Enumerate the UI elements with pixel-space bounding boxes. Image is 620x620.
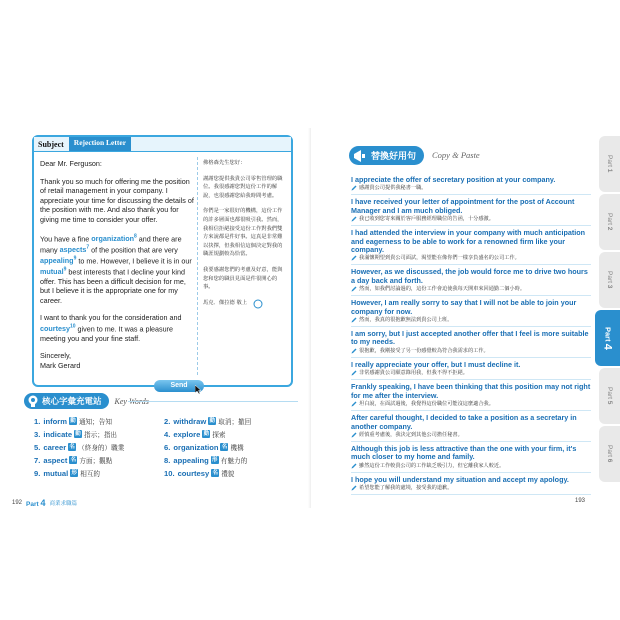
phrase-chinese: 感謝貴公司提供我秘書一職。 xyxy=(351,184,591,192)
keyword-meaning: 探索 xyxy=(212,431,226,439)
pen-icon xyxy=(351,255,357,261)
keyword-word: mutual xyxy=(43,468,69,478)
keyword-word: inform xyxy=(43,416,67,426)
pen-icon xyxy=(351,370,357,376)
letter-paragraph: I want to thank you for the consideration and courtesy$^{10}$ given to me. It was a pleasure meeting you and your fine staff. xyxy=(40,313,182,343)
letter-paragraph-zh: 你們是一家很好的機構，這份工作的許多層面也都很吸引我。然而，我相信拒絕接受這份工作對我們雙方來說都是件好事。這真是非常難以抉擇，但我相信這個決定對我的職涯規劃較為恰當。 xyxy=(203,208,283,258)
subject-value: Rejection Letter xyxy=(69,137,131,151)
part-of-speech-badge: 名 xyxy=(70,457,77,463)
pen-icon xyxy=(351,185,357,191)
right-title: 替換好用句 xyxy=(371,151,417,162)
letter-chinese xyxy=(203,159,285,316)
tab-label: Part 3 xyxy=(606,271,613,289)
tab-label: Part 2 xyxy=(606,213,613,231)
letter-english xyxy=(40,159,194,379)
letter-divider xyxy=(197,157,198,375)
part-of-speech-badge: 動 xyxy=(70,418,76,424)
phrase-english: Frankly speaking, I have been thinking that this position may not right for me after the interview. xyxy=(351,382,591,400)
phrase-chinese: 希望您能了解我的處境，接受我的道歉。 xyxy=(351,484,591,492)
keyword-number: 4. xyxy=(164,429,171,439)
phrase-english: I really appreciate your offer, but I must decline it. xyxy=(351,359,521,369)
keywords-title: 核心字彙充電站 xyxy=(42,397,102,407)
keyword-meaning: 通知；告知 xyxy=(78,418,112,426)
book-spread xyxy=(8,128,612,508)
phrase-chinese: 然而，如我們討論過的，這份工作會迫使我每天開車來回通勤二個小時。 xyxy=(351,285,591,293)
left-page xyxy=(8,128,311,508)
pen-icon xyxy=(351,216,357,222)
keyword-word: withdraw xyxy=(173,416,207,426)
keyword-word: appealing xyxy=(173,455,209,465)
letter-paragraph-zh: 我要感謝您們的考慮及好意，能與您和您的職員見面是件很開心的事。 xyxy=(203,266,283,291)
keyword-number: 2. xyxy=(164,416,171,426)
phrase-english: Although this job is less attractive than the one with your firm, it's much closer to my home and family. xyxy=(351,443,577,462)
keyword-item xyxy=(34,442,152,452)
part-of-speech-badge: 形 xyxy=(71,470,77,476)
tab-label: Part 4 xyxy=(601,326,614,350)
keyword-item xyxy=(164,442,304,452)
keyword-number: 1. xyxy=(34,416,41,426)
phrase-item xyxy=(351,267,591,296)
letter-paragraph: Mark Gerard xyxy=(40,361,81,371)
keyword-meaning: 方面；觀點 xyxy=(79,457,113,465)
cursor-icon xyxy=(195,385,203,394)
phrase-item xyxy=(351,329,591,358)
phrase-chinese: 經慎重考慮後，我決定到其他公司擔任秘書。 xyxy=(351,431,591,439)
keyword-meaning: 指示；指出 xyxy=(84,431,118,439)
pen-icon xyxy=(351,485,357,491)
phrase-english: I had attended the interview in your company with much anticipation and eagerness to be able to work for a renowned firm like your company. xyxy=(351,228,586,255)
phrase-english: However, I am really sorry to say that I will not be able to join your company for now. xyxy=(351,298,577,316)
keyword-word: organization xyxy=(173,442,219,452)
keyword-item xyxy=(164,429,304,439)
keyword-item xyxy=(34,429,152,439)
phrase-english: I am sorry, but I just accepted another offer that I feel is more suitable to my needs. xyxy=(351,329,589,347)
page-number-right: 193 xyxy=(575,498,586,504)
keywords-title-badge xyxy=(24,393,109,409)
phrase-chinese: 我已收到您寄來關於客戶服務經理職位的告函，十分感激。 xyxy=(351,215,591,223)
keyword-highlight: courtesy$^{10}$ xyxy=(40,323,76,334)
copy-paste-badge xyxy=(349,146,424,165)
phrase-chinese: 雖然這份工作較貴公司的工作缺乏吸引力，但它離我家人較近。 xyxy=(351,462,591,470)
phrase-item xyxy=(351,175,591,195)
phrase-chinese: 然而，我真的很抱歉無法到貴公司上班。 xyxy=(351,316,591,324)
keyword-item xyxy=(34,455,152,465)
keyword-highlight: organization$^8$ xyxy=(91,233,137,243)
tab-part-2[interactable] xyxy=(599,194,620,250)
part-of-speech-badge: 名 xyxy=(212,470,218,476)
keyword-item xyxy=(34,468,152,478)
letter-paragraph: Sincerely, xyxy=(40,351,72,361)
keyword-number: 5. xyxy=(34,442,41,452)
keyword-word: indicate xyxy=(43,429,73,439)
keyword-item xyxy=(164,455,304,465)
keywords-rule xyxy=(128,401,298,402)
keywords-list xyxy=(34,416,304,478)
phrase-item xyxy=(351,360,591,380)
tab-label: Part 5 xyxy=(606,387,613,405)
left-footer xyxy=(12,498,77,508)
keyword-highlight: mutual$^9$ xyxy=(40,266,67,276)
keyword-number: 10. xyxy=(164,468,175,478)
phrase-english: I have received your letter of appointment for the post of Account Manager and I am much obliged. xyxy=(351,197,575,215)
right-page xyxy=(311,128,601,508)
section-title: 商業求職篇 xyxy=(49,501,78,507)
part-of-speech-badge: 動 xyxy=(203,431,210,437)
letter-paragraph: Thank you so much for offering me the position of retail management in your company. I appreciate your time for discussing the details of the position with me. And also thank you for giving me time to consider your offer. xyxy=(40,176,194,224)
phrase-item xyxy=(351,444,591,473)
keyword-number: 9. xyxy=(34,468,41,478)
keyword-word: career xyxy=(43,442,67,452)
send-button[interactable]: Send xyxy=(154,380,204,392)
phrase-chinese: 非常感謝貴公司願意錄用我，但我不得不拒絕。 xyxy=(351,369,591,377)
page-number-left: 192 xyxy=(12,500,23,506)
part-of-speech-badge: 動 xyxy=(209,418,216,424)
phrase-item xyxy=(351,228,591,265)
letter-paragraph: Dear Mr. Ferguson: xyxy=(40,159,102,168)
part-tag xyxy=(26,498,45,508)
part-number: 4 xyxy=(40,498,46,508)
tab-label: Part 6 xyxy=(606,445,613,463)
keyword-item xyxy=(164,468,304,478)
phrase-item xyxy=(351,413,591,442)
keyword-meaning: 有魅力的 xyxy=(220,457,248,465)
phrase-item xyxy=(351,197,591,226)
part-label: Part xyxy=(26,501,39,508)
keyword-meaning: （終身的）職業 xyxy=(78,444,125,452)
phrase-chinese: 坦白說，在面試過後，我覺得這份職位可能沒這麼適合我。 xyxy=(351,400,591,408)
tab-part-5[interactable] xyxy=(599,368,620,424)
phrase-english: After careful thought, I decided to take a position as a secretary in another company. xyxy=(351,413,577,431)
keyword-number: 7. xyxy=(34,455,41,465)
pen-icon xyxy=(351,286,357,292)
phrase-english: However, as we discussed, the job would force me to drive two hours a day back and forth. xyxy=(351,267,588,285)
phrase-english: I hope you will understand my situation and accept my apology. xyxy=(351,474,569,484)
part-tabs xyxy=(599,136,620,486)
phrase-item xyxy=(351,475,591,495)
pen-icon xyxy=(351,463,357,469)
pen-icon xyxy=(351,432,357,438)
keyword-word: aspect xyxy=(43,455,68,465)
megaphone-icon xyxy=(352,148,368,164)
part-of-speech-badge: 動 xyxy=(75,431,81,437)
keyword-meaning: 禮貌 xyxy=(221,470,235,478)
right-subtitle: Copy & Paste xyxy=(432,150,480,160)
phrase-list xyxy=(351,175,591,497)
keyword-word: explore xyxy=(173,429,201,439)
phrase-item xyxy=(351,298,591,327)
phrase-item xyxy=(351,382,591,411)
keyword-highlight: appealing$^9$ xyxy=(40,255,77,265)
tab-part-1[interactable] xyxy=(599,136,620,192)
keyword-number: 6. xyxy=(164,442,171,452)
right-header xyxy=(349,144,480,166)
phrase-chinese: 我滿懷期望到貴公司面試，渴望能在像你們一樣享負盛名的公司工作。 xyxy=(351,254,591,262)
keyword-item xyxy=(164,416,304,426)
subject-bar xyxy=(34,137,291,152)
part-of-speech-badge: 形 xyxy=(212,457,218,463)
keyword-number: 8. xyxy=(164,455,171,465)
letter-paragraph-zh: 佛格森先生您好： xyxy=(203,160,246,166)
subject-label: Subject xyxy=(38,139,64,149)
tab-label: Part 1 xyxy=(606,155,613,173)
part-of-speech-badge: 名 xyxy=(69,444,75,450)
email-window xyxy=(32,135,293,387)
tab-part-3[interactable] xyxy=(599,252,620,308)
pen-icon xyxy=(351,401,357,407)
pen-icon xyxy=(351,317,357,323)
letter-paragraph-zh: 馬克．傑拉德 敬上 xyxy=(203,299,285,309)
keyword-word: courtesy xyxy=(177,468,210,478)
pen-icon xyxy=(351,348,357,354)
phrase-chinese: 很抱歉，我剛接受了另一份感覺較為符合我需求的工作。 xyxy=(351,347,591,355)
tab-part-4[interactable] xyxy=(595,310,620,366)
keyword-item xyxy=(34,416,152,426)
lightbulb-icon xyxy=(26,394,40,408)
keyword-meaning: 取消；撤回 xyxy=(218,418,252,426)
part-of-speech-badge: 名 xyxy=(221,444,228,450)
keywords-subtitle: Key Words xyxy=(114,396,149,406)
keyword-meaning: 機構 xyxy=(230,444,244,452)
tab-part-6[interactable] xyxy=(599,426,620,482)
letter-paragraph: You have a fine organization$^8$ and there are many aspects$^7$ of the position that are very appealing$^9$ to me. However, I believe it is in our mutual$^9$ best interests that I decline your kind offer. This has been a difficult decision for me, but I believe it is the appropriate one for my career. xyxy=(40,233,192,305)
letter-paragraph-zh: 謝謝您提供我貴公司零售管理的職位。我很感謝您對這份工作的解說，也很感謝您給我時間考慮。 xyxy=(203,175,283,199)
phrase-english: I appreciate the offer of secretary position at your company. xyxy=(351,175,556,184)
keyword-highlight: aspects$^7$ xyxy=(59,244,90,254)
stamp-icon xyxy=(253,299,263,309)
keyword-number: 3. xyxy=(34,429,41,439)
keyword-meaning: 相互的 xyxy=(80,470,101,478)
